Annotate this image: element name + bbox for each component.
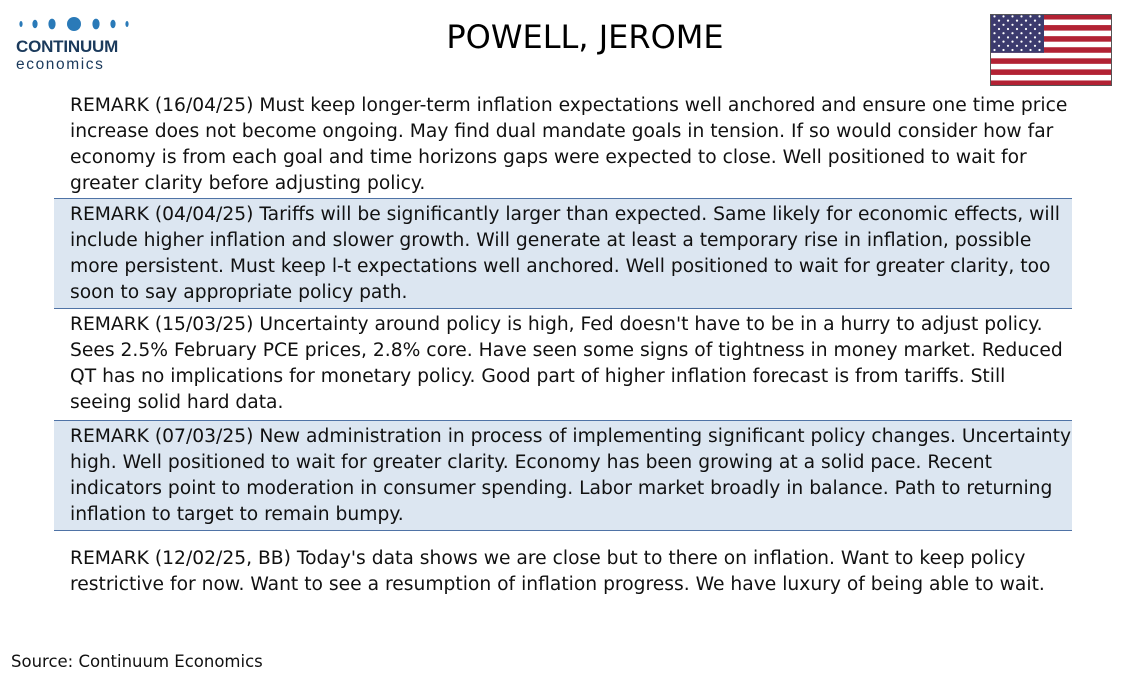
page-title: POWELL, JEROME [446,18,724,56]
remark-item: REMARK (12/02/25, BB) Today's data shows we are close but to there on inflation. Want to keep policy restrictive for now. Want to see a resumption of inflation progress. We have luxury of being able to wait. [70,548,1045,596]
remark-item: REMARK (04/04/25) Tariffs will be significantly larger than expected. Same likely for economic effects, will include higher inflation and slower growth. Will generate at least a temporary rise in inflation, possible more persistent. Must keep l-t expectations well anchored. Well positioned to wait for greater clarity, too soon to say appropriate policy path. [54,198,1072,309]
source-note: Source: Continuum Economics [11,652,263,671]
remarks-list [54,90,1072,631]
remark-item: REMARK (16/04/25) Must keep longer-term inflation expectations well anchored and ensure one time price increase does not become ongoing. May find dual mandate goals in tension. If so would consider how far economy is from each goal and time horizons gaps were expected to close. Well positioned to wait for greater clarity before adjusting policy. [70,95,1068,195]
logo-tagline: economics [16,56,105,73]
remark-item: REMARK (15/03/25) Uncertainty around policy is high, Fed doesn't have to be in a hurry to adjust policy. Sees 2.5% February PCE prices, 2.8% core. Have seen some signs of tightness in money market. Reduced QT has no implications for monetary policy. Good part of higher inflation forecast is from tariffs. Still seeing solid hard data. [70,314,1063,414]
remark-item: REMARK (07/03/25) New administration in process of implementing significant policy changes. Uncertainty high. Well positioned to wait for greater clarity. Economy has been growing at a solid pace. Recent indicators point to moderation in consumer spending. Labor market broadly in balance. Path to returning inflation to target to remain bumpy. [54,420,1072,531]
logo-wordmark: CONTINUUM [16,37,119,56]
us-flag-icon [990,14,1112,86]
